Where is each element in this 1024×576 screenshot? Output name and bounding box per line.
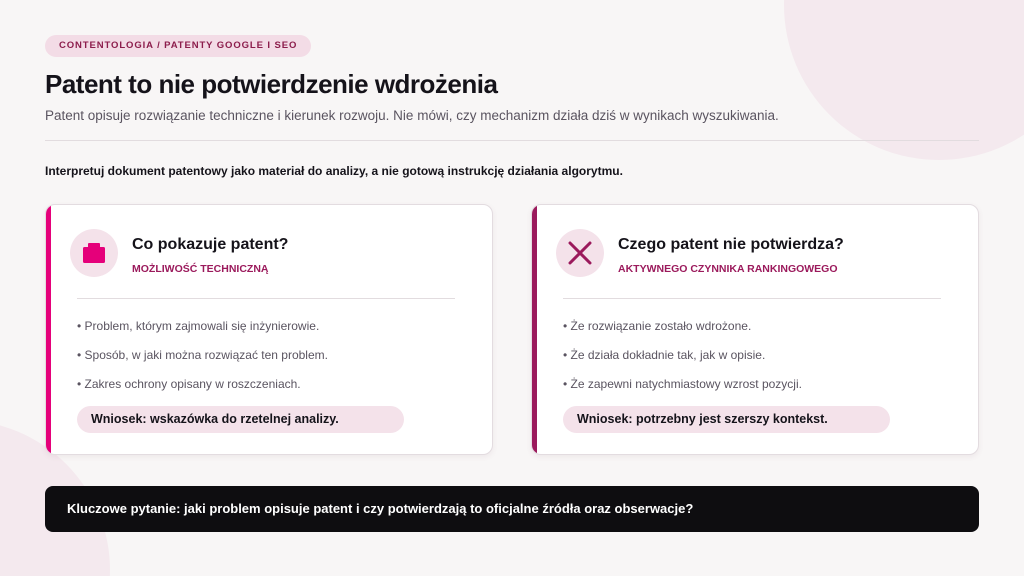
card-title: Czego patent nie potwierdza?: [618, 236, 844, 253]
page-subtitle: Patent opisuje rozwiązanie techniczne i kierunek rozwoju. Nie mówi, czy mechanizm działa dziś w wynikach wyszukiwania.: [45, 108, 779, 123]
page-title: Patent to nie potwierdzenie wdrożenia: [45, 69, 498, 99]
list-item: • Że zapewni natychmiastowy wzrost pozycji.: [563, 377, 802, 391]
card-title: Co pokazuje patent?: [132, 236, 289, 253]
list-item: • Że działa dokładnie tak, jak w opisie.: [563, 348, 766, 362]
card-list: [563, 319, 802, 406]
card-divider: [77, 298, 455, 299]
card-accent-bar: [532, 205, 537, 454]
category-tag: CONTENTOLOGIA / PATENTY GOOGLE I SEO: [45, 35, 311, 57]
conclusion-badge: Wniosek: potrzebny jest szerszy kontekst.: [563, 406, 890, 433]
card-icon-circle: [70, 229, 118, 277]
lead-text: Interpretuj dokument patentowy jako materiał do analizy, a nie gotową instrukcję działania algorytmu.: [45, 164, 623, 178]
key-question-bar: Kluczowe pytanie: jaki problem opisuje patent i czy potwierdzają to oficjalne źródła oraz obserwacje?: [45, 486, 979, 532]
header-section: [45, 35, 979, 178]
list-item: • Sposób, w jaki można rozwiązać ten problem.: [77, 348, 328, 362]
card-subtitle: AKTYWNEGO CZYNNIKA RANKINGOWEGO: [618, 263, 838, 275]
card-list: [77, 319, 328, 406]
conclusion-badge: Wniosek: wskazówka do rzetelnej analizy.: [77, 406, 404, 433]
list-item: • Zakres ochrony opisany w roszczeniach.: [77, 377, 301, 391]
card-accent-bar: [46, 205, 51, 454]
card-subtitle: MOŻLIWOŚĆ TECHNICZNĄ: [132, 263, 269, 275]
header-divider: [45, 140, 979, 141]
list-item: • Problem, którym zajmowali się inżynierowie.: [77, 319, 320, 333]
close-icon: [568, 241, 592, 265]
card-divider: [563, 298, 941, 299]
card-what-patent-does-not-confirm: [531, 204, 979, 455]
card-what-patent-shows: [45, 204, 493, 455]
card-icon-circle: [556, 229, 604, 277]
briefcase-icon: [83, 243, 105, 263]
list-item: • Że rozwiązanie zostało wdrożone.: [563, 319, 752, 333]
